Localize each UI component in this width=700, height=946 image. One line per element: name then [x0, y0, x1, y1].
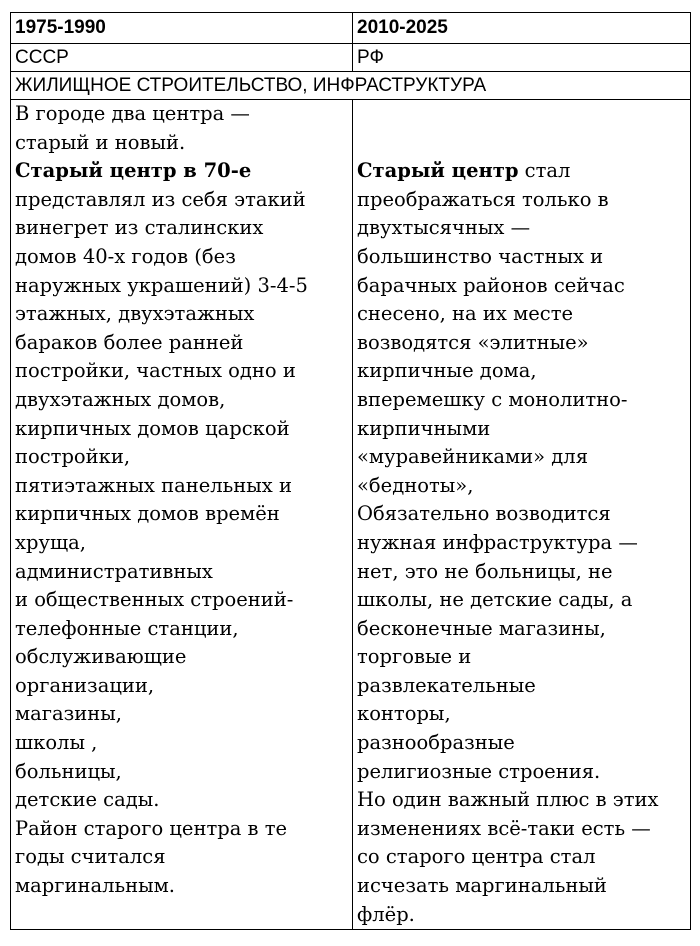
text-line: Обязательно возводится: [357, 502, 611, 526]
text-line: наружных украшений) 3-4-5: [15, 273, 308, 297]
text-line: конторы,: [357, 702, 451, 726]
content-row: [11, 100, 691, 930]
country-right: РФ: [353, 44, 691, 72]
text-line: вперемешку с монолитно-: [357, 387, 628, 411]
text-line: хруща,: [15, 530, 86, 554]
text-fragment: стал: [518, 159, 571, 183]
text-line: религиозные строения.: [357, 759, 601, 783]
text-line: «бедноты»,: [357, 473, 474, 497]
text-line: больницы,: [15, 759, 122, 783]
text-line: кирпичные дома,: [357, 359, 537, 383]
text-line: магазины,: [15, 702, 122, 726]
text-line: административных: [15, 559, 213, 583]
text-line: снесено, на их месте: [357, 302, 574, 326]
text-line: Район старого центра в те: [15, 816, 288, 840]
text-line: разнообразные: [357, 731, 515, 755]
section-row: [11, 72, 691, 100]
text-line: кирпичных домов царской: [15, 416, 290, 440]
text-line: телефонные станции,: [15, 616, 239, 640]
text-line: пятиэтажных панельных и: [15, 473, 292, 497]
text-line: [357, 157, 686, 186]
text-line: развлекательные: [357, 673, 536, 697]
text-line: В городе два центра —: [15, 102, 250, 125]
text-line: преображаться только в: [357, 187, 609, 211]
period-right: 2010-2025: [353, 13, 691, 44]
text-line: годы считался: [15, 845, 166, 869]
text-line: со старого центра стал: [357, 845, 596, 869]
text-line: Старый центр в 70-е: [15, 159, 252, 183]
bold-phrase: Старый центр: [357, 159, 519, 183]
text-line: представлял из себя этакий: [15, 187, 306, 211]
text-line: кирпичными: [357, 416, 491, 440]
country-row: [11, 44, 691, 72]
text-line: большинство частных и: [357, 244, 604, 268]
right-text: [357, 100, 686, 929]
text-line: винегрет из сталинских: [15, 216, 264, 240]
text-line: двухэтажных домов,: [15, 387, 226, 411]
period-left: 1975-1990: [11, 13, 353, 44]
text-line: детские сады.: [15, 788, 160, 812]
text-line: постройки,: [15, 445, 131, 469]
text-line: обслуживающие: [15, 645, 187, 669]
text-line: флёр.: [357, 902, 415, 926]
text-line: постройки, частных одно и: [15, 359, 296, 383]
text-line: возводятся «элитные»: [357, 330, 589, 354]
left-text: [15, 100, 348, 901]
text-line: старый и новый.: [15, 130, 186, 154]
text-line: школы ,: [15, 731, 98, 755]
text-line: нет, это не больницы, не: [357, 559, 613, 583]
text-line: кирпичных домов времён: [15, 502, 280, 526]
header-row: [11, 13, 691, 44]
country-left: СССР: [11, 44, 353, 72]
text-line: Но один важный плюс в этих: [357, 788, 659, 812]
text-line: двухтысячных —: [357, 216, 531, 240]
right-text-cell: [353, 100, 691, 930]
text-line: маргинальным.: [15, 874, 175, 898]
text-line: и общественных строений-: [15, 588, 294, 612]
text-line: барачных районов сейчас: [357, 273, 625, 297]
left-text-cell: [11, 100, 353, 930]
text-line: исчезать маргинальный: [357, 874, 607, 898]
text-line: школы, не детские сады, а: [357, 588, 633, 612]
text-line: домов 40-х годов (без: [15, 244, 236, 268]
section-title: ЖИЛИЩНОЕ СТРОИТЕЛЬСТВО, ИНФРАСТРУКТУРА: [11, 72, 691, 100]
text-line: «муравейниками» для: [357, 445, 588, 469]
text-line: бесконечные магазины,: [357, 616, 606, 640]
text-line: бараков более ранней: [15, 330, 244, 354]
comparison-table: [10, 12, 691, 930]
text-line: изменениях всё-таки есть —: [357, 816, 651, 840]
text-line: этажных, двухэтажных: [15, 302, 255, 326]
text-line: торговые и: [357, 645, 472, 669]
text-line: нужная инфраструктура —: [357, 530, 638, 554]
text-line: организации,: [15, 673, 155, 697]
